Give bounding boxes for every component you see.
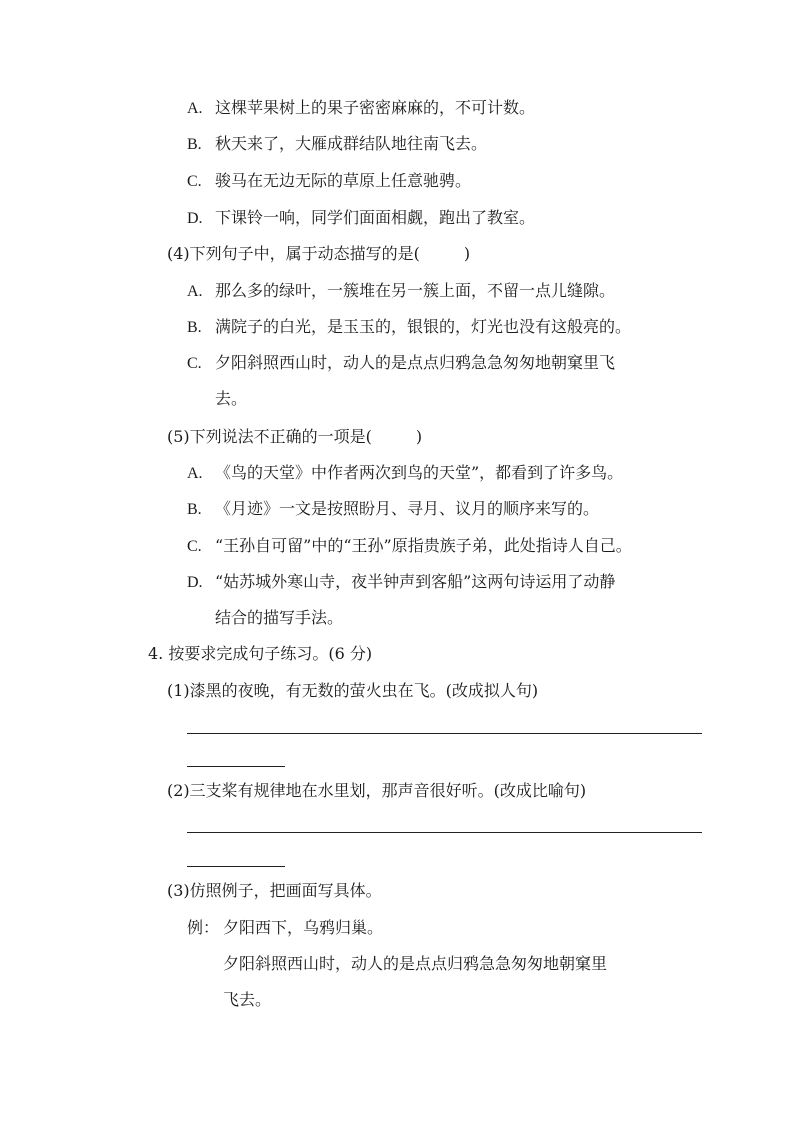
option-c-continued: 去。 [215, 389, 248, 408]
option-d [187, 571, 615, 594]
option-b [187, 316, 631, 339]
option-text: “王孙自可留”中的“王孙”原指贵族子弟，此处指诗人自己。 [215, 536, 632, 555]
option-c [187, 170, 471, 193]
option-letter: C. [187, 355, 202, 372]
option-letter: B. [187, 319, 202, 336]
answer-line[interactable] [187, 866, 285, 867]
answer-line[interactable] [187, 766, 285, 767]
option-letter: A. [187, 283, 203, 300]
sub-question-3: (3)仿照例子，把画面写具体。 [167, 881, 382, 900]
option-text: 骏马在无边无际的草原上任意驰骋。 [215, 171, 472, 190]
sub-question-1: (1)漆黑的夜晚，有无数的萤火虫在飞。(改成拟人句) [167, 681, 539, 700]
option-d-continued: 结合的描写手法。 [215, 608, 344, 627]
option-text: 秋天来了，大雁成群结队地往南飞去。 [215, 134, 488, 153]
option-c [187, 352, 615, 375]
example [187, 917, 383, 939]
option-c [187, 535, 632, 558]
option-text: 《鸟的天堂》中作者两次到鸟的天堂”，都看到了许多鸟。 [215, 463, 624, 482]
example-short: 夕阳西下，乌鸦归巢。 [223, 918, 384, 937]
option-text: “姑苏城外寒山寺，夜半钟声到客船”这两句诗运用了动静 [215, 572, 616, 591]
option-text: 那么多的绿叶，一簇堆在另一簇上面，不留一点儿缝隙。 [215, 281, 616, 300]
example-label: 例： [187, 918, 220, 937]
option-letter: D. [187, 574, 203, 591]
option-letter: C. [187, 173, 202, 190]
option-letter: A. [187, 465, 203, 482]
question-4-title: 4. 按要求完成句子练习。(6 分) [148, 644, 373, 663]
option-text: 下课铃一响，同学们面面相觑，跑出了教室。 [215, 208, 536, 227]
option-letter: A. [187, 100, 203, 117]
option-text: 满院子的白光，是玉玉的，银银的，灯光也没有这般亮的。 [215, 317, 632, 336]
sub-question-2: (2)三支桨有规律地在水里划，那声音很好听。(改成比喻句) [167, 781, 587, 800]
option-text: 这棵苹果树上的果子密密麻麻的，不可计数。 [215, 98, 536, 117]
example-detailed: 夕阳斜照西山时，动人的是点点归鸦急急匆匆地朝窠里 [223, 954, 608, 973]
option-a [187, 280, 615, 303]
option-d [187, 207, 535, 230]
answer-line[interactable] [187, 832, 702, 833]
question-4-stem: (4)下列句子中，属于动态描写的是( ) [167, 244, 471, 263]
option-letter: B. [187, 136, 202, 153]
example-detailed-continued: 飞去。 [223, 990, 272, 1009]
question-5-stem: (5)下列说法不正确的一项是( ) [167, 427, 423, 446]
option-text: 《月迹》一文是按照盼月、寻月、议月的顺序来写的。 [215, 499, 600, 518]
option-letter: B. [187, 501, 202, 518]
option-text: 夕阳斜照西山时，动人的是点点归鸦急急匆匆地朝窠里飞 [215, 353, 616, 372]
option-a [187, 462, 623, 485]
option-letter: D. [187, 210, 203, 227]
option-letter: C. [187, 538, 202, 555]
answer-line[interactable] [187, 733, 702, 734]
option-b [187, 133, 487, 156]
option-b [187, 498, 599, 521]
option-a [187, 97, 535, 120]
